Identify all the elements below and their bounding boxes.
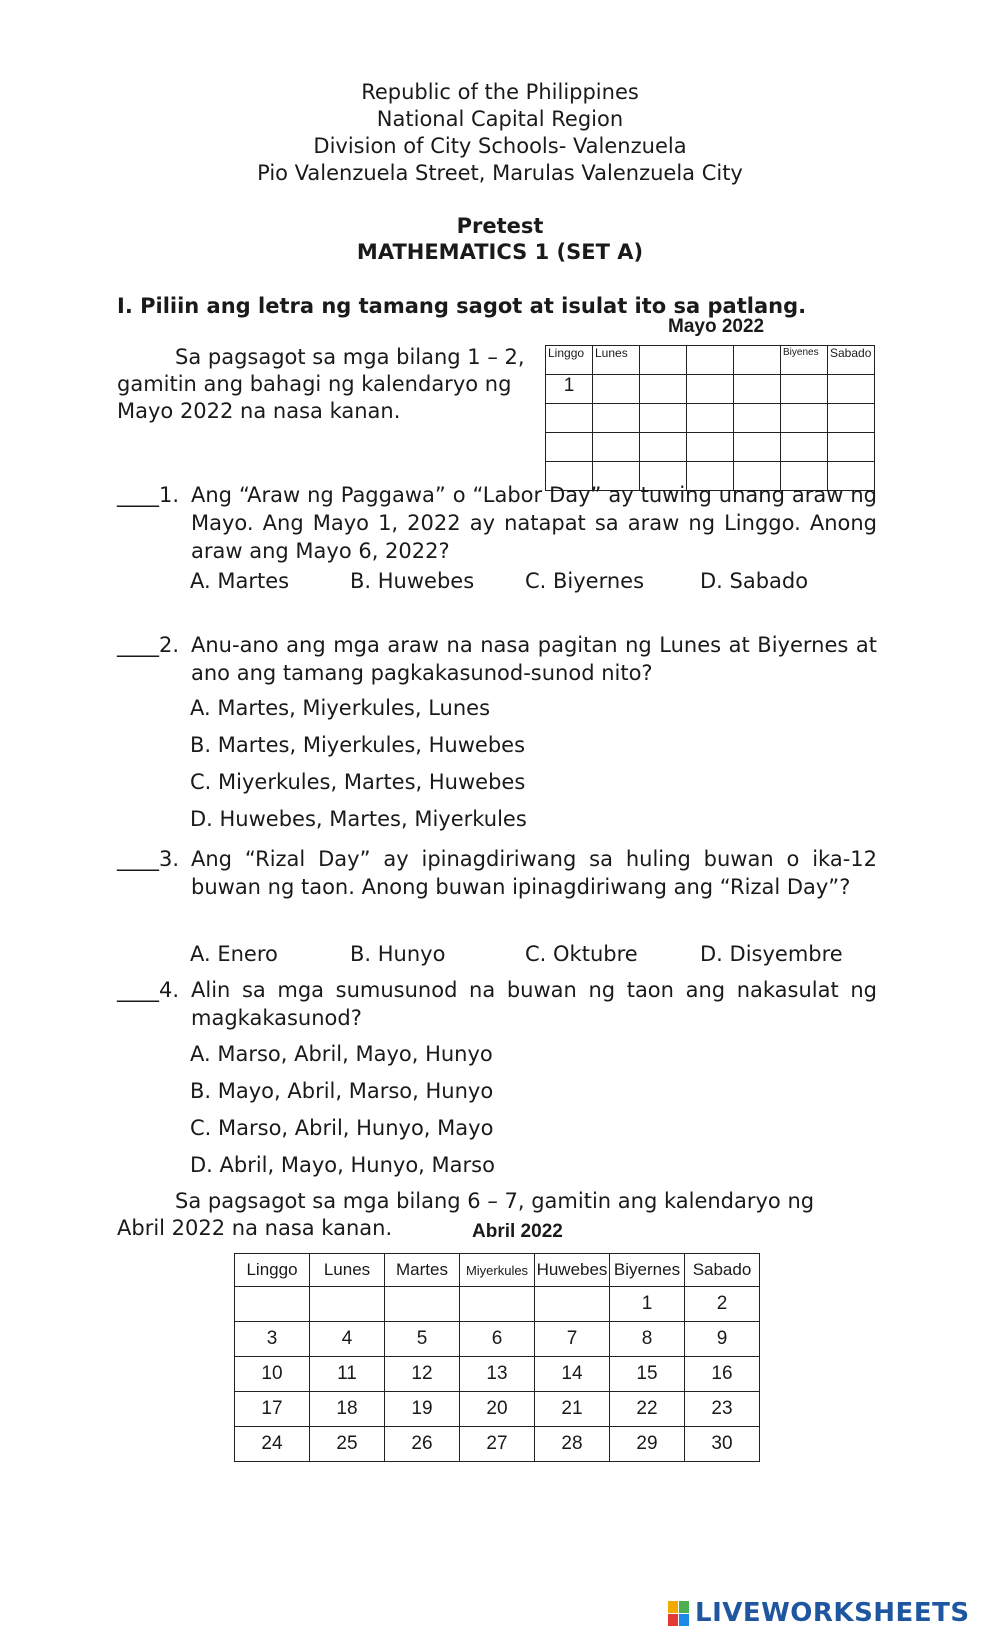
q3-option-d[interactable]: D. Disyembre [700, 942, 843, 966]
q3-option-c[interactable]: C. Oktubre [525, 942, 638, 966]
april-day-cell: 6 [460, 1322, 535, 1357]
q2-option-d[interactable]: D. Huwebes, Martes, Miyerkules [190, 807, 527, 831]
section-title: I. Piliin ang letra ng tamang sagot at isulat ito sa patlang. [117, 294, 807, 318]
april-day-cell: 19 [385, 1392, 460, 1427]
q4-option-d[interactable]: D. Abril, Mayo, Hunyo, Marso [190, 1153, 495, 1177]
april-day-cell [460, 1287, 535, 1322]
april-header-lunes: Lunes [310, 1254, 385, 1287]
question-1-text: Ang “Araw ng Paggawa” o “Labor Day” ay tuwing unang araw ng Mayo. Ang Mayo 1, 2022 ay natapat sa araw ng Linggo. Anong araw ang Mayo 6, 2022? [191, 483, 877, 563]
liveworksheets-logo-icon [668, 1601, 690, 1627]
question-2-number: ____2. [117, 633, 180, 657]
q2-option-c[interactable]: C. Miyerkules, Martes, Huwebes [190, 770, 526, 794]
q1-option-d[interactable]: D. Sabado [700, 569, 809, 593]
april-day-cell: 29 [610, 1427, 685, 1462]
header-line-3: Division of City Schools- Valenzuela [313, 134, 687, 158]
may-header-linggo: Linggo [546, 346, 593, 375]
may-header-biyenes: Biyenes [781, 346, 828, 375]
q4-option-a[interactable]: A. Marso, Abril, Mayo, Hunyo [190, 1042, 493, 1066]
footer-brand[interactable]: LIVEWORKSHEETS [695, 1598, 970, 1628]
q1-option-a[interactable]: A. Martes [190, 569, 290, 593]
april-header-miyerkules: Miyerkules [460, 1254, 535, 1287]
question-4-number: ____4. [117, 978, 180, 1002]
question-3-number: ____3. [117, 847, 180, 871]
april-header-biyernes: Biyernes [610, 1254, 685, 1287]
april-day-cell: 23 [685, 1392, 760, 1427]
q1-option-b[interactable]: B. Huwebes [350, 569, 475, 593]
april-day-cell: 14 [535, 1357, 610, 1392]
may-header-empty [640, 346, 687, 375]
question-3 [117, 845, 877, 901]
april-day-cell: 1 [610, 1287, 685, 1322]
april-day-cell: 21 [535, 1392, 610, 1427]
may-day-1: 1 [546, 375, 593, 404]
may-calendar [545, 345, 875, 491]
april-day-cell: 18 [310, 1392, 385, 1427]
april-day-cell: 4 [310, 1322, 385, 1357]
april-day-cell: 15 [610, 1357, 685, 1392]
april-calendar [234, 1253, 760, 1462]
question-4-text: Alin sa mga sumusunod na buwan ng taon ang nakasulat ng magkakasunod? [191, 978, 877, 1030]
april-day-cell: 13 [460, 1357, 535, 1392]
april-day-cell: 26 [385, 1427, 460, 1462]
header-line-2: National Capital Region [376, 107, 624, 131]
may-header-sabado: Sabado [828, 346, 875, 375]
april-header-linggo: Linggo [235, 1254, 310, 1287]
april-day-cell: 9 [685, 1322, 760, 1357]
april-day-cell: 25 [310, 1427, 385, 1462]
question-1 [117, 481, 877, 565]
april-day-cell: 10 [235, 1357, 310, 1392]
april-day-cell: 12 [385, 1357, 460, 1392]
april-day-cell: 17 [235, 1392, 310, 1427]
april-day-cell: 24 [235, 1427, 310, 1462]
april-header-sabado: Sabado [685, 1254, 760, 1287]
april-calendar-title: Abril 2022 [472, 1221, 563, 1242]
april-day-cell: 3 [235, 1322, 310, 1357]
april-day-cell: 27 [460, 1427, 535, 1462]
test-name: Pretest [456, 214, 544, 238]
april-day-cell: 20 [460, 1392, 535, 1427]
april-day-cell: 30 [685, 1427, 760, 1462]
april-header-huwebes: Huwebes [535, 1254, 610, 1287]
may-header-empty [734, 346, 781, 375]
intro-text-2: Sa pagsagot sa mga bilang 6 – 7, gamitin ang kalendaryo ng Abril 2022 na nasa kanan. [117, 1189, 815, 1240]
april-day-cell: 8 [610, 1322, 685, 1357]
may-calendar-title: Mayo 2022 [668, 316, 765, 337]
question-1-number: ____1. [117, 483, 180, 507]
q2-option-a[interactable]: A. Martes, Miyerkules, Lunes [190, 696, 491, 720]
question-3-text: Ang “Rizal Day” ay ipinagdiriwang sa huling buwan o ika-12 buwan ng taon. Anong buwan ipinagdiriwang ang “Rizal Day”? [191, 847, 877, 899]
intro-text-1: Sa pagsagot sa mga bilang 1 – 2, gamitin ang bahagi ng kalendaryo ng Mayo 2022 na nasa kanan. [117, 345, 525, 423]
april-day-cell: 22 [610, 1392, 685, 1427]
header-line-4: Pio Valenzuela Street, Marulas Valenzuela City [257, 161, 743, 185]
q3-option-a[interactable]: A. Enero [190, 942, 278, 966]
april-header-martes: Martes [385, 1254, 460, 1287]
may-header-empty [687, 346, 734, 375]
q3-option-b[interactable]: B. Hunyo [350, 942, 446, 966]
question-2-text: Anu-ano ang mga araw na nasa pagitan ng Lunes at Biyernes at ano ang tamang pagkakasunod-sunod nito? [191, 633, 877, 685]
april-day-cell [535, 1287, 610, 1322]
april-day-cell: 5 [385, 1322, 460, 1357]
april-day-cell: 2 [685, 1287, 760, 1322]
april-day-cell [235, 1287, 310, 1322]
question-4 [117, 976, 877, 1032]
question-2 [117, 631, 877, 687]
may-header-lunes: Lunes [593, 346, 640, 375]
april-day-cell: 28 [535, 1427, 610, 1462]
april-day-cell [385, 1287, 460, 1322]
april-day-cell [310, 1287, 385, 1322]
q4-option-b[interactable]: B. Mayo, Abril, Marso, Hunyo [190, 1079, 494, 1103]
q1-option-c[interactable]: C. Biyernes [525, 569, 645, 593]
header-line-1: Republic of the Philippines [361, 80, 639, 104]
april-day-cell: 11 [310, 1357, 385, 1392]
april-day-cell: 7 [535, 1322, 610, 1357]
q4-option-c[interactable]: C. Marso, Abril, Hunyo, Mayo [190, 1116, 494, 1140]
q2-option-b[interactable]: B. Martes, Miyerkules, Huwebes [190, 733, 526, 757]
april-day-cell: 16 [685, 1357, 760, 1392]
subject-title: MATHEMATICS 1 (SET A) [356, 240, 644, 264]
